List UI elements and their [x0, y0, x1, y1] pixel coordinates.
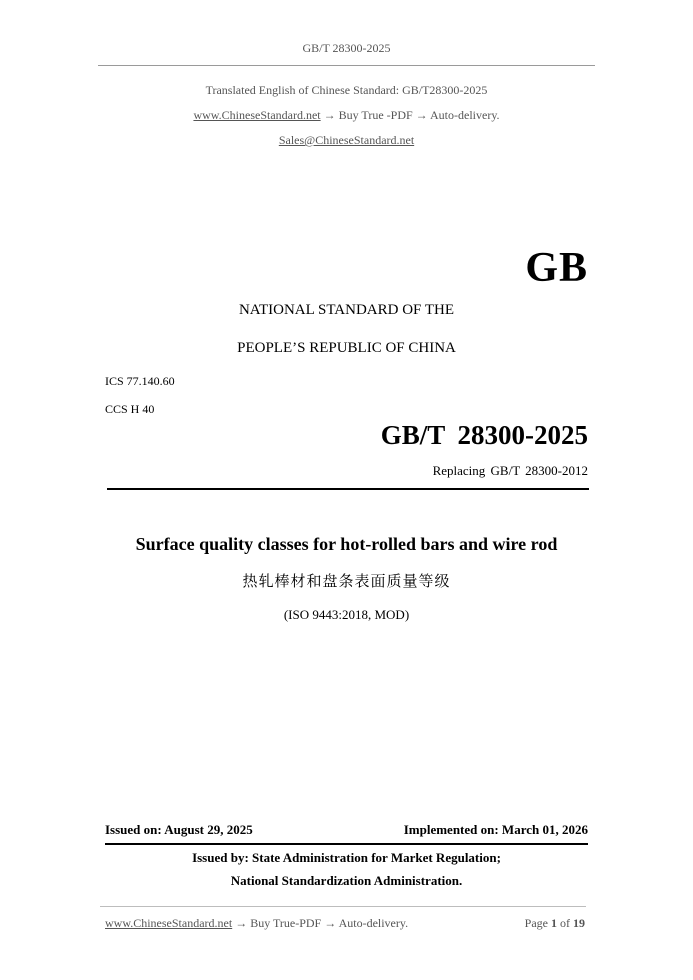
- issue-divider: [105, 843, 588, 845]
- promo-site-link[interactable]: www.ChineseStandard.net: [193, 108, 321, 122]
- iso-reference: (ISO 9443:2018, MOD): [283, 607, 410, 622]
- promo-email-link[interactable]: Sales@ChineseStandard.net: [278, 133, 415, 147]
- national-standard-line2: PEOPLE’S REPUBLIC OF CHINA: [237, 340, 456, 356]
- replacing-standard: Replacing GB/T 28300-2012: [432, 463, 588, 478]
- footer-divider: [100, 906, 586, 907]
- issued-on-date: Issued on: August 29, 2025: [105, 822, 253, 837]
- header-doc-code: GB/T 28300-2025: [302, 41, 391, 55]
- page-current: 1: [551, 916, 557, 930]
- promo-line-email: [0, 133, 693, 148]
- ics-code: ICS 77.140.60: [105, 374, 175, 388]
- promo-line-translation: Translated English of Chinese Standard: GB/T28300-2025: [205, 83, 488, 97]
- issued-by-line2: National Standardization Administration.: [230, 873, 463, 888]
- gb-logo-mark: GB: [525, 245, 588, 291]
- national-standard-line1: NATIONAL STANDARD OF THE: [238, 302, 455, 318]
- issued-by-line1: Issued by: State Administration for Market Regulation;: [192, 850, 501, 865]
- promo-buy-text: → Buy True -PDF → Auto-delivery.: [320, 108, 500, 122]
- footer-buy-text: → Buy True-PDF → Auto-delivery.: [232, 916, 409, 930]
- implemented-on-date: Implemented on: March 01, 2026: [403, 822, 588, 837]
- page-of: of: [560, 916, 570, 930]
- ccs-code: CCS H 40: [105, 402, 155, 416]
- header-divider: [98, 65, 595, 66]
- promo-line-buy: [0, 108, 693, 123]
- standard-number: GB/T 28300-2025: [380, 420, 588, 450]
- footer-promo: [105, 916, 408, 931]
- page-total: 19: [573, 916, 585, 930]
- cover-divider: [107, 488, 589, 490]
- page-indicator: [525, 916, 585, 931]
- page-label: Page: [524, 916, 548, 930]
- document-title-english: Surface quality classes for hot-rolled bars and wire rod: [135, 534, 558, 554]
- document-title-chinese: 热轧棒材和盘条表面质量等级: [242, 572, 451, 590]
- footer-site-link[interactable]: www.ChineseStandard.net: [105, 916, 233, 930]
